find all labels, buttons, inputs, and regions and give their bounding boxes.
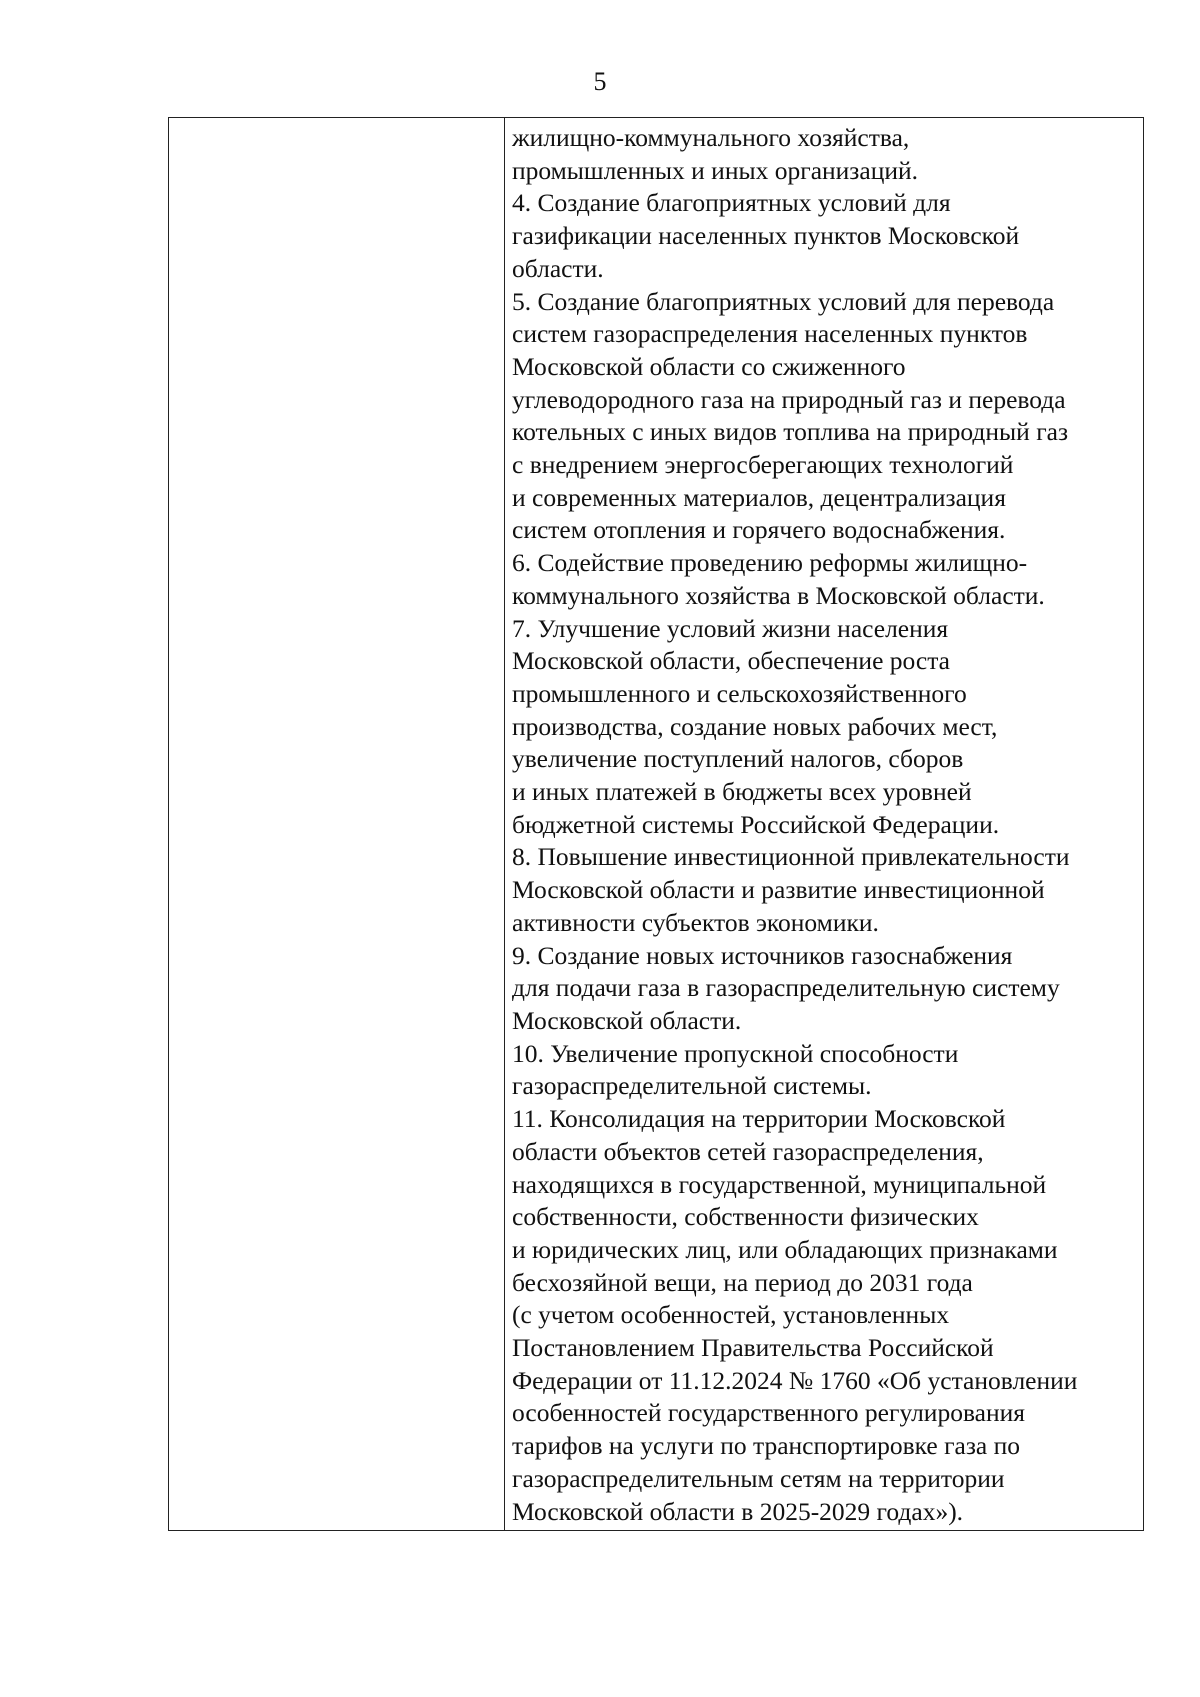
text-line: 8. Повышение инвестиционной привлекательности xyxy=(512,842,1070,872)
text-line: котельных с иных видов топлива на природный газ xyxy=(512,417,1069,447)
text-line: для подачи газа в газораспределительную систему xyxy=(512,973,1060,1003)
text-line: промышленных и иных организаций. xyxy=(512,155,919,185)
text-line: Постановлением Правительства Российской xyxy=(512,1333,994,1363)
text-line: углеводородного газа на природный газ и перевода xyxy=(512,384,1066,414)
text-line: 9. Создание новых источников газоснабжения xyxy=(512,940,1013,970)
text-line: Московской области. xyxy=(512,1005,742,1035)
text-line: активности субъектов экономики. xyxy=(512,907,879,937)
text-line: промышленного и сельскохозяйственного xyxy=(512,678,967,708)
text-line: бюджетной системы Российской Федерации. xyxy=(512,809,1000,839)
text-line: систем отопления и горячего водоснабжения. xyxy=(512,515,1006,545)
text-line: особенностей государственного регулирования xyxy=(512,1398,1026,1428)
text-line: 6. Содействие проведению реформы жилищно- xyxy=(512,548,1028,578)
text-line: 7. Улучшение условий жизни населения xyxy=(512,613,949,643)
text-line: тарифов на услуги по транспортировке газа по xyxy=(512,1431,1021,1461)
text-line: производства, создание новых рабочих мест, xyxy=(512,711,998,741)
text-line: газификации населенных пунктов Московской xyxy=(512,221,1020,251)
text-line: Московской области и развитие инвестиционной xyxy=(512,875,1045,905)
text-line: Федерации от 11.12.2024 № 1760 «Об установлении xyxy=(512,1365,1078,1395)
text-line: 5. Создание благоприятных условий для перевода xyxy=(512,286,1055,316)
table-right-cell xyxy=(505,118,1143,1530)
table-left-cell xyxy=(169,118,505,1530)
text-line: и юридических лиц, или обладающих признаками xyxy=(512,1234,1058,1264)
text-line: 10. Увеличение пропускной способности xyxy=(512,1038,959,1068)
text-line: 4. Создание благоприятных условий для xyxy=(512,188,951,218)
text-line: области. xyxy=(512,253,604,283)
text-line: области объектов сетей газораспределения, xyxy=(512,1136,984,1166)
text-line: газораспределительной системы. xyxy=(512,1071,872,1101)
text-line: систем газораспределения населенных пунктов xyxy=(512,319,1028,349)
text-line: находящихся в государственной, муниципальной xyxy=(512,1169,1047,1199)
text-line: (с учетом особенностей, установленных xyxy=(512,1300,950,1330)
text-line: жилищно-коммунального хозяйства, xyxy=(512,123,910,152)
text-line: бесхозяйной вещи, на период до 2031 года xyxy=(512,1267,973,1297)
text-line: и иных платежей в бюджеты всех уровней xyxy=(512,777,972,807)
text-line: Московской области, обеспечение роста xyxy=(512,646,950,676)
text-line: с внедрением энергосберегающих технологий xyxy=(512,450,1014,480)
text-line: газораспределительным сетям на территории xyxy=(512,1463,1005,1493)
text-line: коммунального хозяйства в Московской области. xyxy=(512,580,1045,610)
text-line: собственности, собственности физических xyxy=(512,1202,979,1232)
text-line: 11. Консолидация на территории Московской xyxy=(512,1104,1006,1134)
text-line: и современных материалов, децентрализация xyxy=(512,482,1006,512)
text-line: Московской области в 2025-2029 годах»). xyxy=(512,1496,964,1526)
text-line: Московской области со сжиженного xyxy=(512,351,906,381)
page-number: 5 xyxy=(593,67,607,96)
document-table xyxy=(168,117,1144,1531)
text-line: увеличение поступлений налогов, сборов xyxy=(512,744,964,774)
